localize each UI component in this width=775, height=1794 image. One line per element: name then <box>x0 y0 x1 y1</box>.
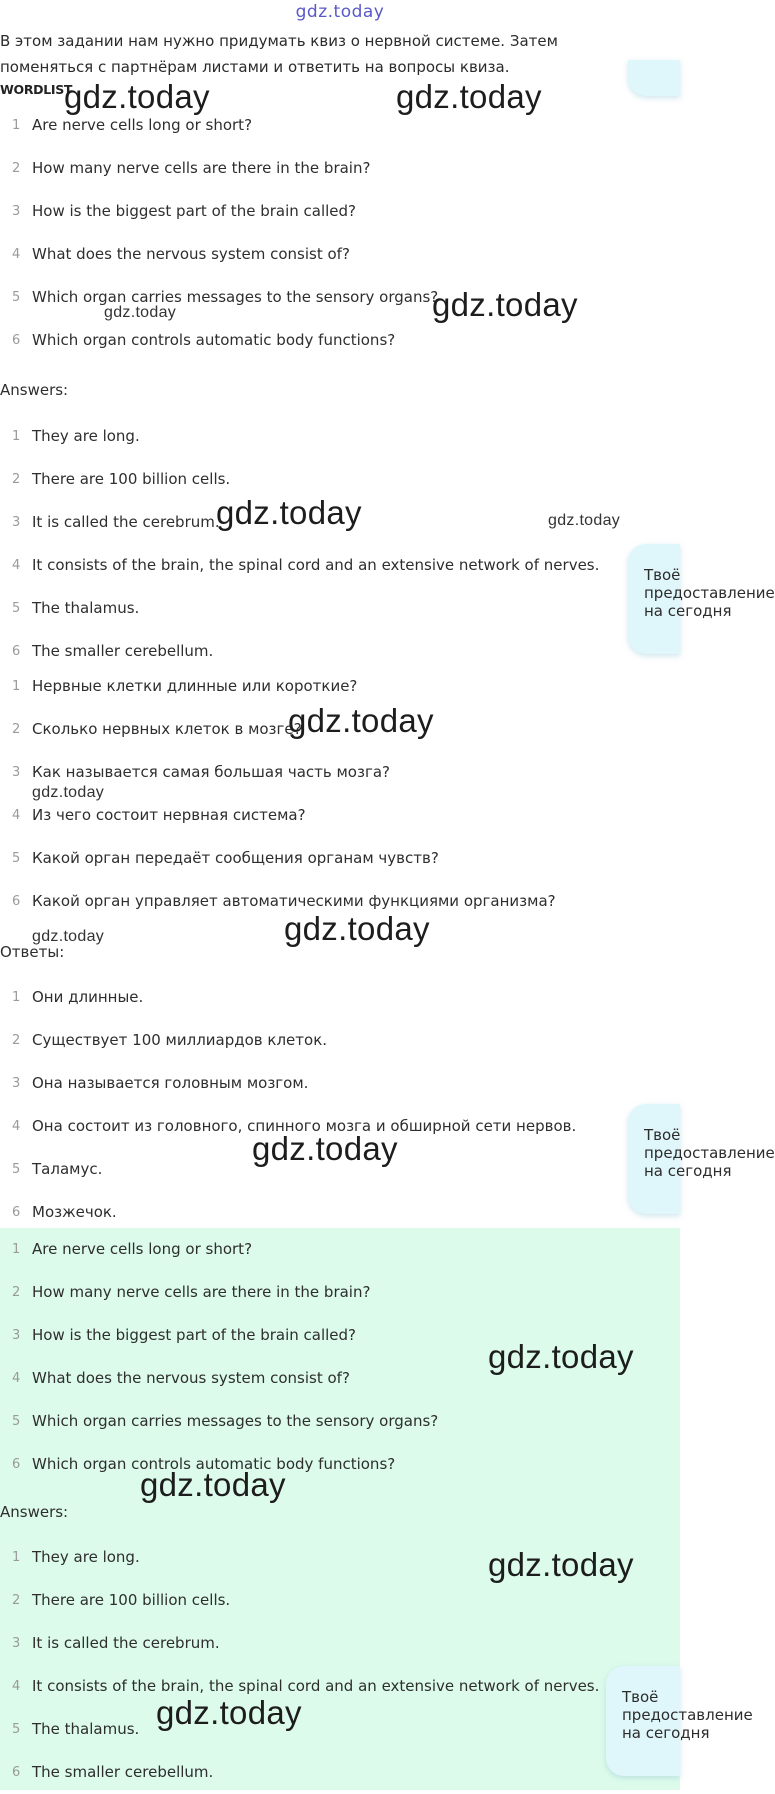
watermark: gdz.today <box>396 78 542 115</box>
item-number: 4 <box>12 1371 21 1386</box>
item-text: Из чего состоит нервная система? <box>32 806 306 824</box>
intro-text: В этом задании нам нужно придумать квиз о нервной системе. Затем поменяться с партнёрам листами и ответить на вопросы квиза. <box>0 32 558 76</box>
list-item <box>0 544 680 587</box>
item-number: 2 <box>12 1285 21 1300</box>
list-item <box>0 233 680 276</box>
item-text: There are 100 billion cells. <box>32 1591 231 1609</box>
item-number: 3 <box>12 1328 21 1343</box>
list-item <box>0 415 680 458</box>
item-number: 4 <box>12 558 21 573</box>
item-number: 6 <box>12 1457 21 1472</box>
item-number: 4 <box>12 1119 21 1134</box>
questions-en-list <box>0 104 680 362</box>
item-text: How many nerve cells are there in the brain? <box>32 1283 371 1301</box>
item-text: Какой орган передаёт сообщения органам чувств? <box>32 849 439 867</box>
item-text: They are long. <box>32 1548 140 1566</box>
list-item <box>0 1708 680 1751</box>
watermark: gdz.today <box>252 1130 398 1167</box>
item-text: Are nerve cells long or short? <box>32 1240 253 1258</box>
item-number: 5 <box>12 601 21 616</box>
watermark: gdz.today <box>548 512 621 529</box>
answers-label-ru: Ответы: <box>0 943 65 961</box>
list-item <box>0 1751 680 1794</box>
item-text: Таламус. <box>32 1160 103 1178</box>
list-item <box>0 1622 680 1665</box>
watermark: gdz.today <box>156 1694 302 1731</box>
item-text: It is called the cerebrum. <box>32 1634 220 1652</box>
answers-label-en: Answers: <box>0 381 69 399</box>
watermark: gdz.today <box>32 928 105 945</box>
item-number: 1 <box>12 118 21 133</box>
promo-text: Твоё предоставление на сегодня <box>622 1688 753 1742</box>
item-text: Она состоит из головного, спинного мозга и обширной сети нервов. <box>32 1117 577 1135</box>
item-number: 6 <box>12 1765 21 1780</box>
watermark: gdz.today <box>104 304 177 321</box>
list-item <box>0 1400 680 1443</box>
list-item <box>0 1228 680 1271</box>
item-number: 4 <box>12 808 21 823</box>
item-text: Существует 100 миллиардов клеток. <box>32 1031 328 1049</box>
item-number: 3 <box>12 765 21 780</box>
item-number: 3 <box>12 1636 21 1651</box>
item-number: 2 <box>12 1033 21 1048</box>
highlight-section <box>0 1228 680 1790</box>
item-number: 1 <box>12 1550 21 1565</box>
item-number: 6 <box>12 1205 21 1220</box>
item-number: 3 <box>12 204 21 219</box>
list-item <box>0 276 680 319</box>
item-text: Она называется головным мозгом. <box>32 1074 309 1092</box>
watermark: gdz.today <box>432 286 578 323</box>
answers-label-en-repeat: Answers: <box>0 1503 69 1521</box>
item-number: 1 <box>12 990 21 1005</box>
list-item <box>0 190 680 233</box>
item-text: The thalamus. <box>32 599 140 617</box>
item-text: How many nerve cells are there in the brain? <box>32 159 371 177</box>
item-text: Какой орган управляет автоматическими функциями организма? <box>32 892 556 910</box>
item-text: It consists of the brain, the spinal cord and an extensive network of nerves. <box>32 1677 600 1695</box>
answers-en-section <box>0 415 680 673</box>
item-text: There are 100 billion cells. <box>32 470 231 488</box>
watermark: gdz.today <box>140 1466 286 1503</box>
item-number: 5 <box>12 1414 21 1429</box>
item-text: It consists of the brain, the spinal cord and an extensive network of nerves. <box>32 556 600 574</box>
watermark: gdz.today <box>288 702 434 739</box>
item-number: 1 <box>12 1242 21 1257</box>
list-item <box>0 1019 680 1062</box>
watermark: gdz.today <box>284 910 430 947</box>
watermark: gdz.today <box>216 494 362 531</box>
list-item <box>0 837 680 880</box>
item-number: 6 <box>12 333 21 348</box>
item-text: The smaller cerebellum. <box>32 1763 214 1781</box>
item-number: 3 <box>12 1076 21 1091</box>
item-number: 5 <box>12 851 21 866</box>
item-number: 2 <box>12 161 21 176</box>
watermark: gdz.today <box>488 1546 634 1583</box>
list-item <box>0 1271 680 1314</box>
answers-en-list <box>0 415 680 673</box>
list-item <box>0 1443 680 1486</box>
promo-text: Твоё предоставление на сегодня <box>644 1126 775 1180</box>
promo-bubble-top[interactable] <box>628 60 680 96</box>
item-text: Нервные клетки длинные или короткие? <box>32 677 358 695</box>
promo-bubble-3[interactable] <box>606 1666 753 1776</box>
item-number: 2 <box>12 1593 21 1608</box>
item-text: What does the nervous system consist of? <box>32 245 350 263</box>
item-number: 4 <box>12 247 21 262</box>
item-number: 1 <box>12 429 21 444</box>
item-number: 1 <box>12 679 21 694</box>
item-number: 3 <box>12 515 21 530</box>
item-text: They are long. <box>32 427 140 445</box>
list-item <box>0 1579 680 1622</box>
item-number: 5 <box>12 290 21 305</box>
wordlist-label: WORDLIST <box>0 82 73 97</box>
item-text: How is the biggest part of the brain called? <box>32 1326 357 1344</box>
list-item <box>0 587 680 630</box>
answers-ru-list <box>0 976 680 1234</box>
item-number: 6 <box>12 644 21 659</box>
list-item <box>0 1665 680 1708</box>
item-number: 4 <box>12 1679 21 1694</box>
item-number: 2 <box>12 722 21 737</box>
item-text: Which organ controls automatic body functions? <box>32 1455 396 1473</box>
site-logo[interactable]: gdz.today <box>295 2 385 22</box>
watermark: gdz.today <box>32 784 105 801</box>
item-number: 5 <box>12 1722 21 1737</box>
item-text: The thalamus. <box>32 1720 140 1738</box>
item-text: What does the nervous system consist of? <box>32 1369 350 1387</box>
item-text: It is called the cerebrum. <box>32 513 220 531</box>
promo-text: Твоё предоставление на сегодня <box>644 566 775 620</box>
item-text: How is the biggest part of the brain called? <box>32 202 357 220</box>
item-text: Are nerve cells long or short? <box>32 116 253 134</box>
answers-ru-section <box>0 976 680 1234</box>
list-item <box>0 319 680 362</box>
item-text: Они длинные. <box>32 988 144 1006</box>
list-item <box>0 976 680 1019</box>
item-number: 6 <box>12 894 21 909</box>
list-item <box>0 1062 680 1105</box>
watermark: gdz.today <box>488 1338 634 1375</box>
item-text: Сколько нервных клеток в мозге? <box>32 720 302 738</box>
item-number: 5 <box>12 1162 21 1177</box>
item-number: 2 <box>12 472 21 487</box>
item-text: The smaller cerebellum. <box>32 642 214 660</box>
item-text: Which organ carries messages to the sensory organs? <box>32 288 439 306</box>
questions-en-section <box>0 104 680 362</box>
item-text: Как называется самая большая часть мозга? <box>32 763 390 781</box>
list-item <box>0 147 680 190</box>
item-text: Which organ carries messages to the sensory organs? <box>32 1412 439 1430</box>
watermark: gdz.today <box>64 78 210 115</box>
item-text: Which organ controls automatic body functions? <box>32 331 396 349</box>
item-text: Мозжечок. <box>32 1203 117 1221</box>
